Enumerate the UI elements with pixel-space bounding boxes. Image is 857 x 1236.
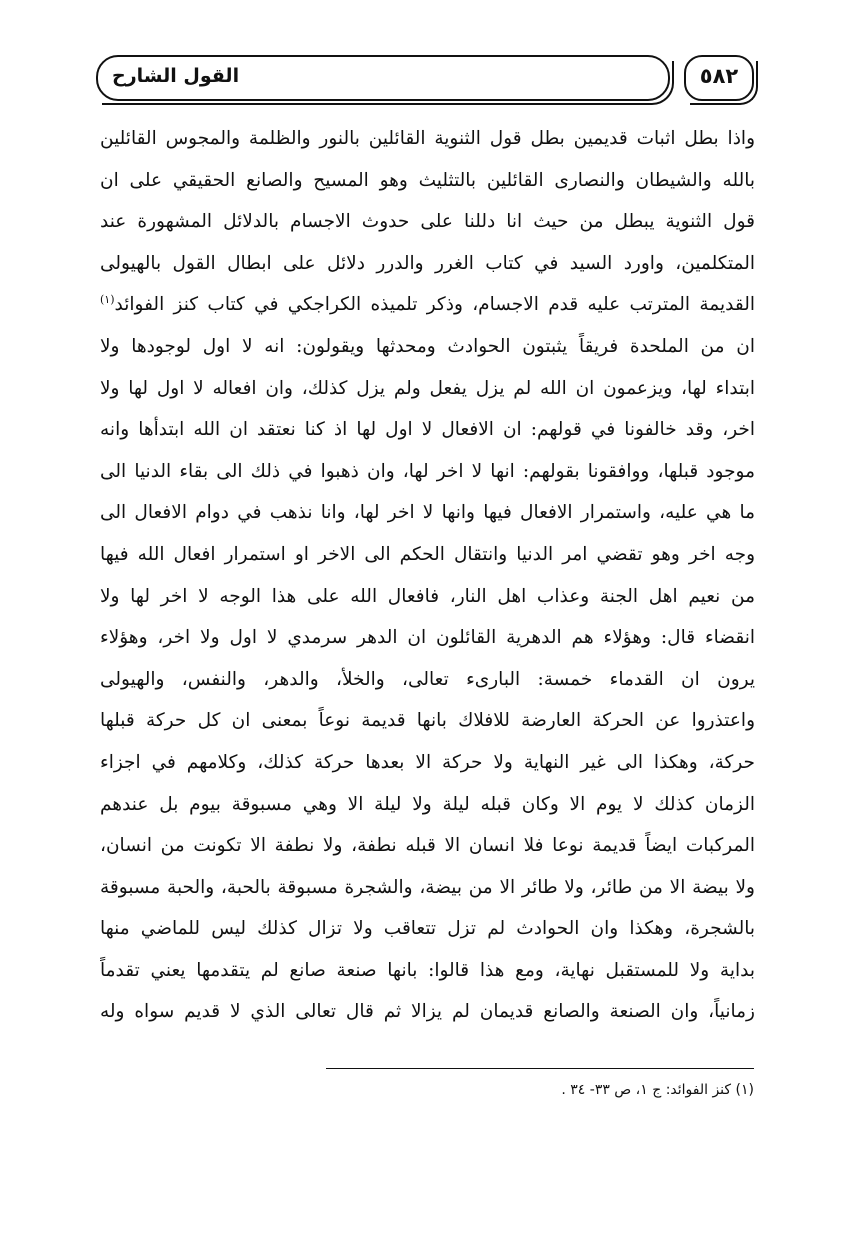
text-line: المتكلمين، واورد السيد في كتاب الغرر والدرر دلائل على ابطال القول بالهيولى: [100, 252, 755, 274]
header-title-frame: [96, 55, 670, 101]
running-header: [96, 55, 756, 107]
text-line: زمانياً، وان الصنعة والصانع قديمان لم يزالا ثم قال تعالى الذي لا قديم سواه وله: [100, 1001, 755, 1023]
text-line: اخر، وقد خالفونا في قولهم: ان الافعال لا اول لها اذ كنا نعتقد ان الله ابتدأها وانه: [100, 419, 755, 441]
text-line: واعتذروا عن الحركة العارضة للافلاك بانها قديمة نوعاً بمعنى ان كل حركة قبلها: [100, 710, 755, 732]
text-line: ان من الملحدة فريقاً يثبتون الحوادث ومحدثها ويقولون: انه لا اول لوجودها ولا: [100, 335, 755, 357]
header-title: القول الشارح: [112, 65, 240, 87]
text-line: من نعيم اهل الجنة وعذاب اهل النار، فافعال الله على هذا الوجه لا اخر لها ولا: [100, 585, 755, 607]
page-number: ٥٨٢: [699, 64, 739, 88]
text-line: حركة، وهكذا الى غير النهاية ولا حركة الا بعدها حركة كذلك، وكلامهم في اجزاء: [100, 751, 755, 773]
text-line: ما هي عليه، واستمرار الافعال فيها وانها لا اخر لها، وانا نذهب في دوام الافعال الى: [100, 502, 755, 524]
text-line: بالله والشيطان والنصارى القائلين بالتثليث وهو المسيح والصانع الحقيقي على ان: [100, 169, 755, 191]
text-line: بالشجرة، وهكذا وان الحوادث لم تزل تتعاقب ولا تزال كذلك ليس للماضي منها: [100, 918, 755, 940]
text-line: بداية ولا للمستقبل نهاية، ومع هذا قالوا: بانها صنعة صانع لم يتقدمها يعني تقدماً: [100, 959, 755, 981]
footnote: (١) كنز الفوائد: ج ١، ص ٣٣- ٣٤ .: [561, 1082, 754, 1098]
text-line: وجه اخر وهو تقضي امر الدنيا وانتقال الحكم الى الاخر او استمرار افعال الله فيها: [100, 543, 755, 565]
text-line: ولا بيضة الا من طائر، ولا طائر الا من بيضة، والشجرة مسبوقة بالحبة، والحبة مسبوقة: [100, 876, 755, 898]
text-line: ابتداء لها، ويزعمون ان الله لم يزل يفعل ولم يزل كذلك، وان افعاله لا اول لها ولا: [100, 377, 755, 399]
text-line: قول الثنوية يبطل من حيث انا دللنا على حدوث الاجسام بالدلائل المشهورة عند: [100, 211, 755, 233]
text-line: المركبات ايضاً قديمة نوعا فلا انسان الا قبله نطفة، ولا نطفة الا تكونت من انسان،: [100, 835, 755, 857]
text-line: موجود قبلها، ووافقونا بقولهم: انها لا اخر لها، وان ذهبوا في ذلك الى بقاء الدنيا الى: [100, 460, 755, 482]
footnote-divider: [326, 1068, 754, 1069]
text-line: الزمان كذلك لا يوم الا وكان قبله ليلة ولا ليلة الا وهي مسبوقة بيوم بل عندهم: [100, 793, 755, 815]
text-line: يرون ان القدماء خمسة: البارىء تعالى، والخلأ، والدهر، والنفس، والهيولى: [100, 668, 755, 690]
text-line: انقضاء قال: وهؤلاء هم الدهرية القائلون ان الدهر سرمدي لا اول ولا اخر، وهؤلاء: [100, 627, 755, 649]
body-text: [100, 118, 755, 1033]
header-page-frame: [684, 55, 754, 101]
text-line: القديمة المترتب عليه قدم الاجسام، وذكر تلميذه الكراجكي في كتاب كنز الفوائد: [114, 294, 755, 316]
text-line: واذا بطل اثبات قديمين بطل قول الثنوية القائلين بالنور والظلمة والمجوس القائلين: [100, 128, 755, 149]
text-line-with-footnote: [100, 284, 755, 326]
footnote-marker: (١): [100, 293, 115, 307]
